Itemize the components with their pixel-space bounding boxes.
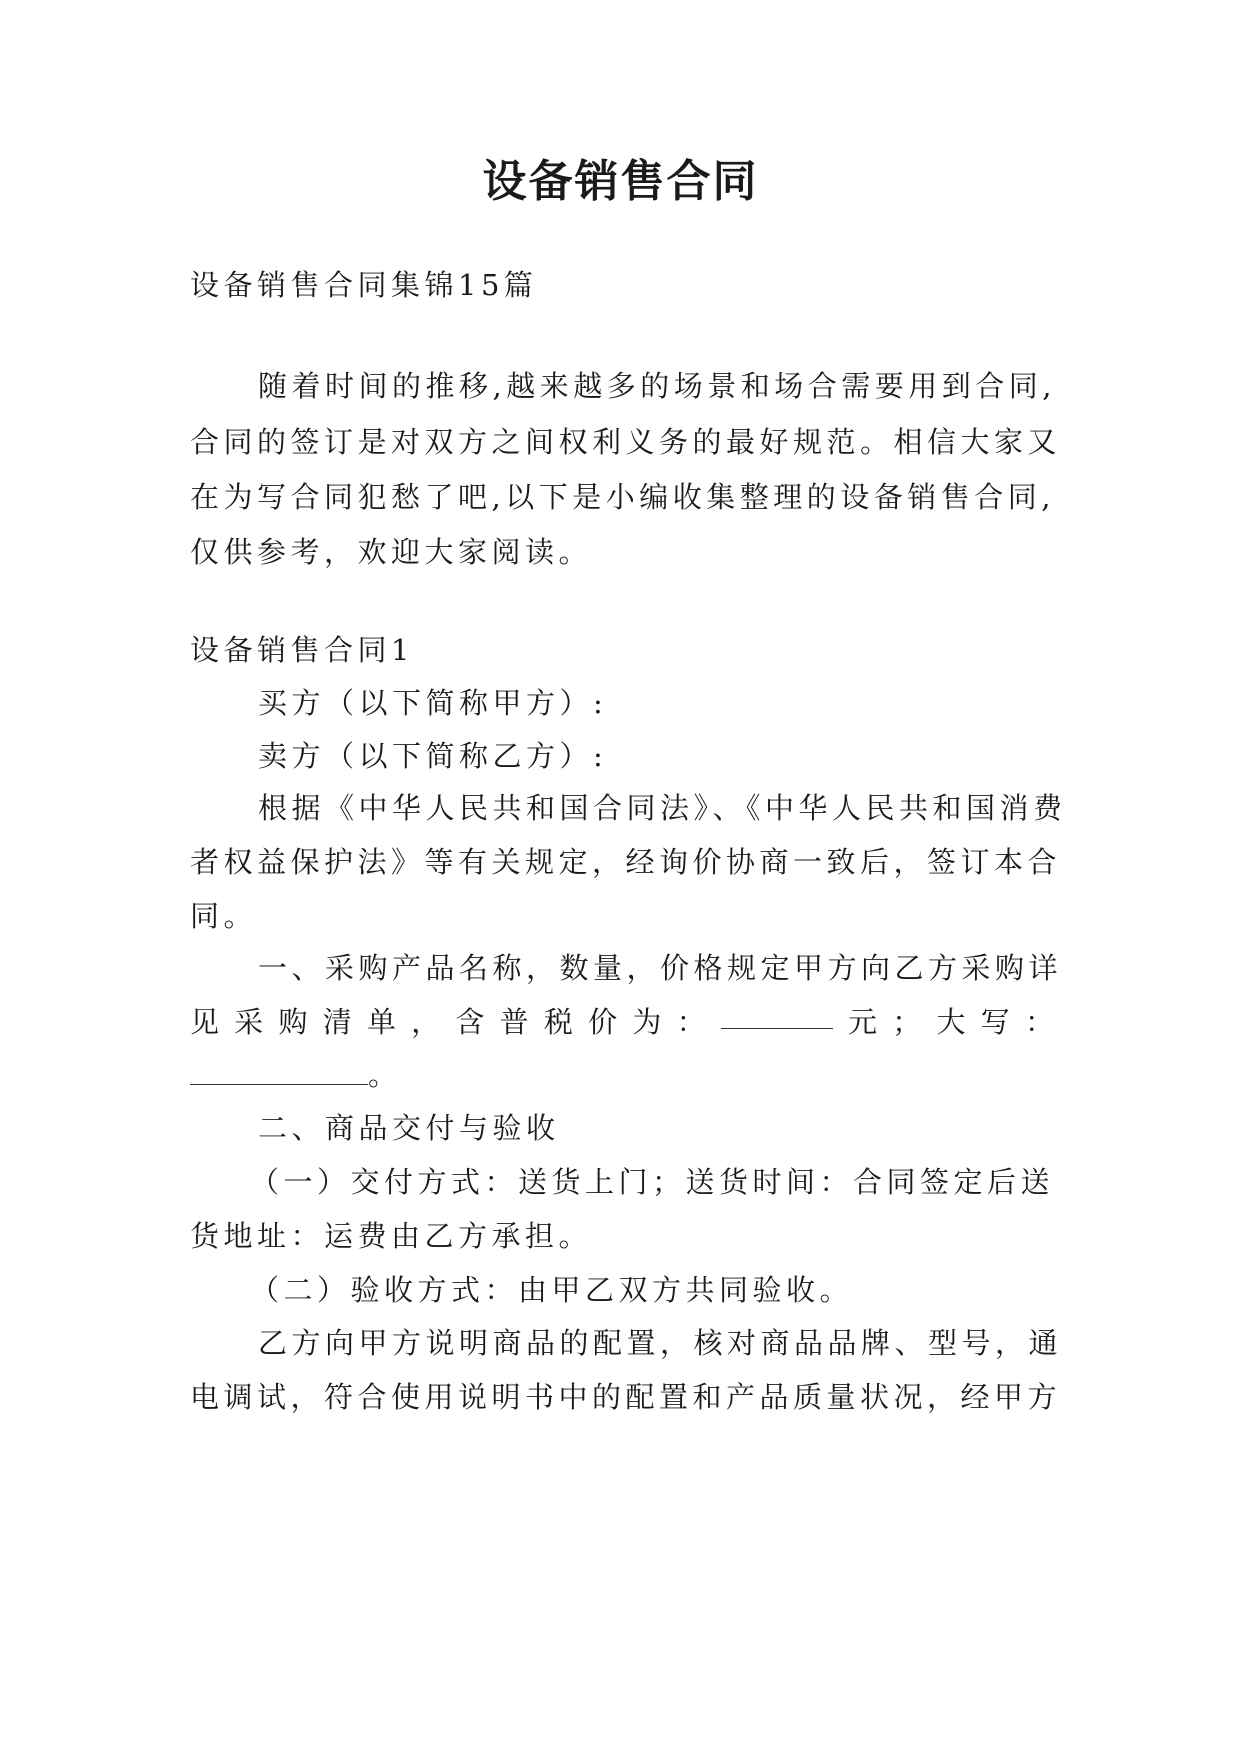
clause2-heading: 二、商品交付与验收 [258,1111,560,1145]
clause1-char: 为 [632,1005,662,1039]
clause1-char: 单 [366,1005,396,1039]
clause1-char: 大 [936,1005,966,1039]
seller-line: 卖方（以下简称乙方）: [258,739,608,773]
clause1-char: ： [1024,1005,1054,1039]
document-subtitle: 设备销售合同集锦15篇 [190,268,538,302]
clause1-char: 含 [455,1005,485,1039]
clause1-char: 写 [980,1005,1010,1039]
clause2-item1-line-2: 货地址：运费由乙方承担。 [190,1219,593,1253]
yuan-label: 元 [848,1005,878,1039]
clause1-char: 购 [278,1005,308,1039]
intro-line-3: 在为写合同犯愁了吧,以下是小编收集整理的设备销售合同, [190,480,1055,514]
amount-in-words-blank [190,1058,368,1085]
clause1-line-2 [190,1002,1054,1042]
basis-line-3: 同。 [190,899,258,933]
clause2-note-line-2: 电调试，符合使用说明书中的配置和产品质量状况，经甲方 [190,1380,1062,1414]
intro-line-4: 仅供参考，欢迎大家阅读。 [190,535,593,569]
clause1-char: 见 [190,1005,220,1039]
clause1-char: ， [411,1005,441,1039]
clause1-char: ； [892,1005,922,1039]
clause1-line-1: 一、采购产品名称，数量，价格规定甲方向乙方采购详 [258,951,1063,985]
clause1-char: 采 [234,1005,264,1039]
clause1-char: 价 [588,1005,618,1039]
clause1-char: 清 [322,1005,352,1039]
intro-line-2: 合同的签订是对双方之间权利义务的最好规范。相信大家又 [190,425,1062,459]
intro-line-1: 随着时间的推移,越来越多的场景和场合需要用到合同, [258,369,1056,403]
clause2-item1-line-1: （一）交付方式：送货上门；送货时间：合同签定后送 [250,1165,1055,1199]
buyer-line: 买方（以下简称甲方）: [258,686,608,720]
basis-line-1: 根据《中华人民共和国合同法》、《中华人民共和国消费 [258,791,1067,825]
clause2-note-line-1: 乙方向甲方说明商品的配置，核对商品品牌、型号，通 [258,1326,1063,1360]
clause1-char: ： [676,1005,706,1039]
document-title: 设备销售合同 [482,156,759,207]
clause1-line-3-end: 。 [368,1058,402,1092]
clause1-char: 普 [499,1005,529,1039]
clause1-char: 税 [543,1005,573,1039]
basis-line-2: 者权益保护法》等有关规定，经询价协商一致后，签订本合 [190,845,1062,879]
section-heading: 设备销售合同1 [190,633,414,667]
clause1-line-3 [190,1055,1054,1095]
tax-price-blank [721,1002,833,1029]
clause2-item2: （二）验收方式：由甲乙双方共同验收。 [250,1273,854,1307]
